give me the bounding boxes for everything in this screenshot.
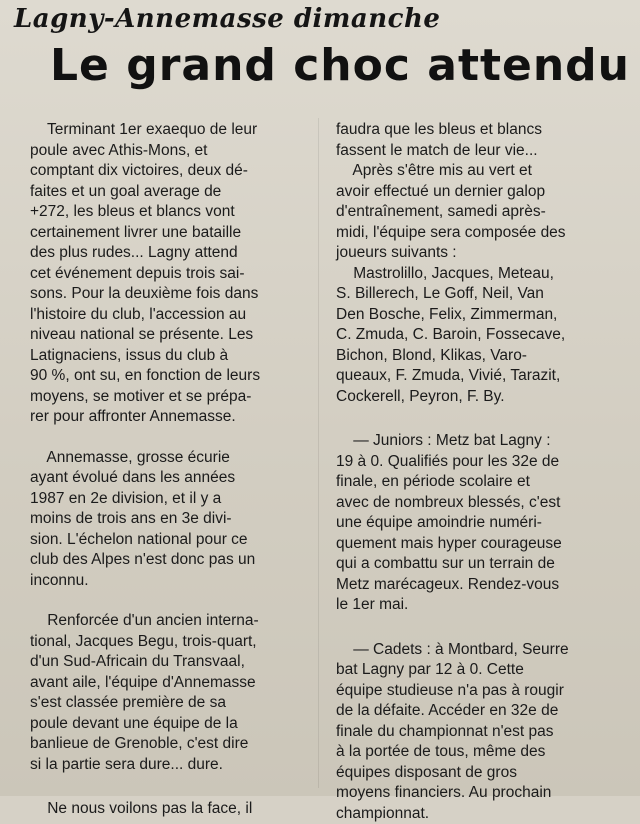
left-paragraph-3: Renforcée d'un ancien interna- tional, Jacques Begu, trois-quart, d'un Sud-Africain du Transvaal, avant aile, l'équipe d'Annemasse s'est classée première de sa poule devant une équipe de la banlieue de Grenoble, c'est dire si la partie sera dure... dure.: [30, 611, 305, 775]
left-paragraph-4: Ne nous voilons pas la face, il: [30, 799, 305, 820]
article-kicker: Lagny-Annemasse dimanche: [14, 4, 440, 34]
column-divider: [318, 118, 319, 788]
right-paragraph-1: faudra que les bleus et blancs fassent le match de leur vie... Après s'être mis au vert et avoir effectué un dernier galop d'entraînement, samedi après- midi, l'équipe sera composée des joueurs suivants : Mastrolillo, Jacques, Meteau, S. Billerech, Le Goff, Neil, Van Den Bosche, Felix, Zimmerman, C. Zmuda, C. Baroin, Fossecave, Bichon, Blond, Klikas, Varo- queaux, F. Zmuda, Vivié, Tarazit, Cockerell, Peyron, F. By.: [336, 120, 626, 407]
left-column: [30, 120, 305, 820]
left-paragraph-1: Terminant 1er exaequo de leur poule avec Athis-Mons, et comptant dix victoires, deux dé- faites et un goal average de +272, les bleus et blancs vont certainement livrer une bataille des plus rudes... Lagny attend cet événement depuis trois sai- sons. Pour la deuxième fois dans l'histoire du club, l'accession au niveau national se présente. Les Latignaciens, issus du club à 90 %, ont su, en fonction de leurs moyens, se motiver et se prépa- rer pour affronter Annemasse.: [30, 120, 305, 428]
right-paragraph-3: — Cadets : à Montbard, Seurre bat Lagny par 12 à 0. Cette équipe studieuse n'a pas à rougir de la défaite. Accéder en 32e de finale du championnat n'est pas à la portée de tous, même des équipes disposant de gros moyens financiers. Au prochain championnat.: [336, 640, 626, 824]
left-paragraph-2: Annemasse, grosse écurie ayant évolué dans les années 1987 en 2e division, et il y a moins de trois ans en 3e divi- sion. L'échelon national pour ce club des Alpes n'est donc pas un inconnu.: [30, 448, 305, 592]
right-paragraph-2: — Juniors : Metz bat Lagny : 19 à 0. Qualifiés pour les 32e de finale, en période scolaire et avec de nombreux blessés, c'est une équipe amoindrie numéri- quement mais hyper courageuse qui a combattu sur un terrain de Metz marécageux. Rendez-vous le 1er mai.: [336, 431, 626, 616]
right-column: [336, 120, 626, 824]
article-headline: Le grand choc attendu: [50, 40, 610, 91]
